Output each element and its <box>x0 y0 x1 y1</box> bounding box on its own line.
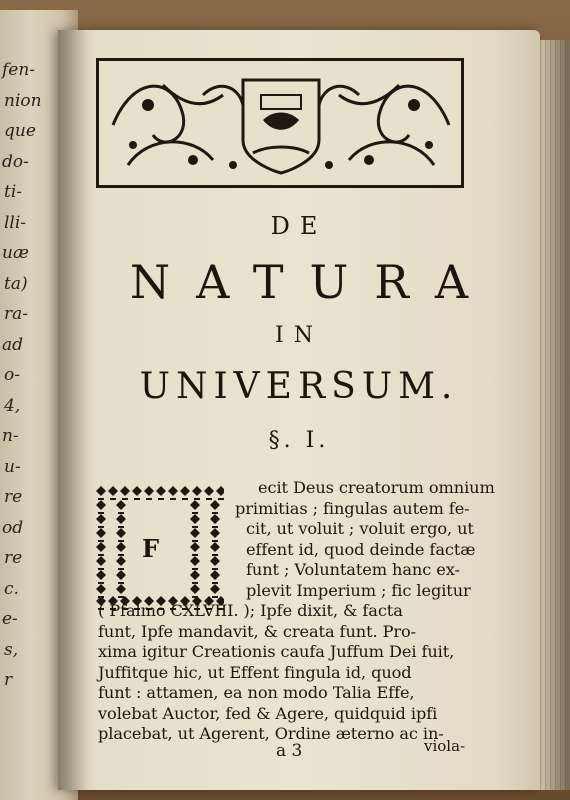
left-page-fragment: lli- <box>4 212 27 233</box>
left-page-fragment: n- <box>2 426 19 446</box>
body-line: placebat, ut Agerent, Ordine æterno ac in- <box>98 724 444 743</box>
drop-cap-letter: F <box>142 534 160 563</box>
body-line: Juffitque hic, ut Effent fingula id, quod <box>98 662 412 682</box>
heading-natura: NATURA <box>129 255 495 309</box>
body-line: ecit Deus creatorum omnium <box>258 478 495 497</box>
left-page-fragment: nion <box>4 90 42 111</box>
heading-in: IN <box>275 323 323 348</box>
drop-cap-ornament <box>94 484 224 610</box>
body-line: cit, ut voluit ; voluit ergo, ut <box>246 519 474 538</box>
left-page-fragment: od <box>2 517 24 538</box>
heading-de: DE <box>270 212 328 240</box>
body-line: primitias ; fingulas autem fe- <box>235 498 470 518</box>
left-page-fragment: ta) <box>4 273 28 294</box>
body-line: funt, Ipfe mandavit, & creata funt. Pro- <box>98 621 417 641</box>
left-page-fragment: r <box>4 670 13 690</box>
body-line: funt : attamen, ea non modo Talia Effe, <box>98 683 415 702</box>
left-page-fragment: o- <box>4 365 20 385</box>
left-page-fragment: ad <box>2 334 24 355</box>
section-number: §. I. <box>268 428 330 453</box>
body-line: funt ; Voluntatem hanc ex- <box>246 560 460 579</box>
left-page-fragment: re <box>4 548 23 568</box>
left-page-fragment: uæ <box>2 243 29 263</box>
left-page-fragment: re <box>4 487 23 507</box>
left-page-fragment: fen- <box>2 60 36 80</box>
ornament-icon <box>103 65 459 183</box>
left-page-fragment: s, <box>4 639 19 660</box>
left-page-fragment: ti- <box>4 182 23 202</box>
catchword: viola- <box>424 737 466 755</box>
header-ornament <box>96 58 464 188</box>
left-page-fragment: do- <box>2 151 29 172</box>
body-line: plevit Imperium ; fic legitur <box>246 580 471 600</box>
heading-universum: UNIVERSUM. <box>139 366 459 407</box>
left-page-fragment: que <box>4 121 36 141</box>
signature-mark: a 3 <box>276 741 303 761</box>
left-page-fragment: 4, <box>4 395 21 416</box>
body-line: ( Pfalmo CXLVIII. ); Ipfe dixit, & facta <box>98 601 403 620</box>
body-line: effent id, quod deinde factæ <box>246 539 476 559</box>
left-page-fragment: e- <box>2 609 18 629</box>
body-line: xima igitur Creationis caufa Juffum Dei fuit, <box>98 642 455 661</box>
left-page-fragment: c. <box>4 578 19 599</box>
left-page-fragment: ra- <box>4 304 29 324</box>
body-line: volebat Auctor, fed & Agere, quidquid ipfi <box>98 703 438 723</box>
left-page-fragment: u- <box>4 456 21 477</box>
